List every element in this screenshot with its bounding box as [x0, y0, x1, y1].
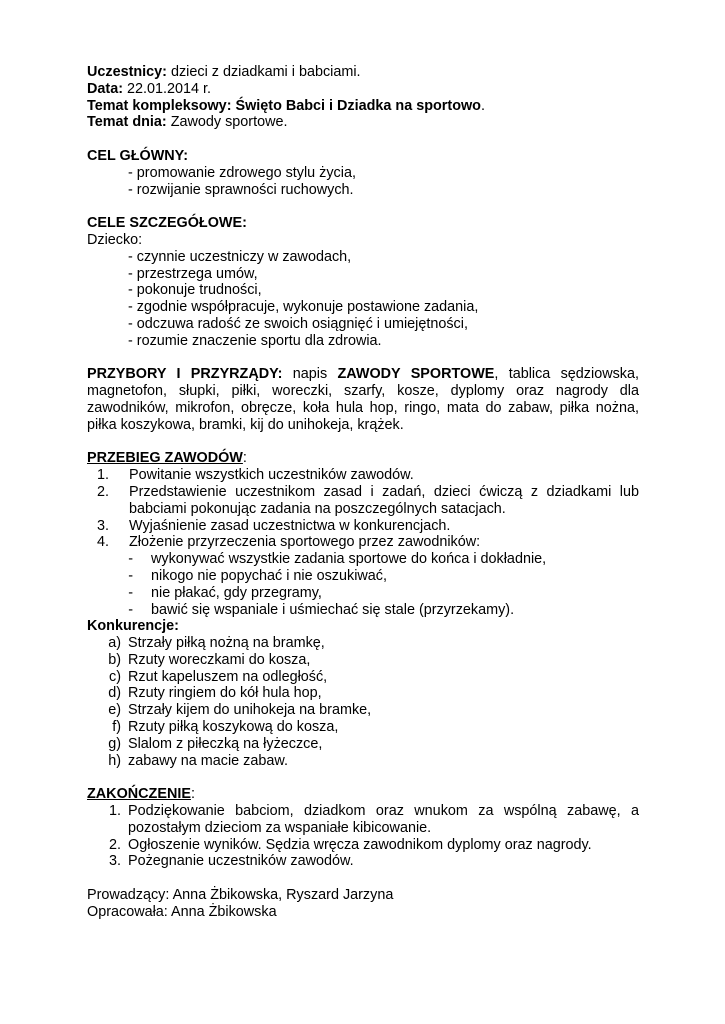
document-page [87, 64, 639, 921]
competition-text: Rzut kapeluszem na odległość, [128, 668, 328, 685]
ending-item-text: Pożegnanie uczestników zawodów. [128, 853, 354, 870]
pledge-item [87, 568, 639, 585]
equipment-text-b: , tablica sędziowska, magnetofon, słupki, piłki, woreczki, szarfy, kosze, dyplomy oraz nagrody dla zawodników, mikrofon, obręcze, koła hula hop, ringo, mata do zabaw, piłka nożna, piłka koszykowa, bramki, kij do unihokeja, krążek. [87, 366, 639, 433]
competition-item [87, 652, 639, 669]
course-heading-colon: : [242, 450, 247, 467]
specific-goals-heading: CELE SZCZEGÓŁOWE: [87, 215, 247, 232]
competition-letter: h) [108, 752, 121, 769]
equipment-paragraph [87, 366, 639, 433]
equipment-text-a: napis [282, 366, 338, 383]
competition-text: Rzuty ringiem do kół hula hop, [128, 685, 322, 702]
theme-label: Temat kompleksowy: [87, 97, 232, 114]
theme-value: Święto Babci i Dziadka na sportowo [231, 97, 481, 114]
pledge-item [87, 551, 639, 568]
pledge-item [87, 602, 639, 619]
competition-letter: b) [108, 651, 121, 668]
competition-text: Strzały piłką nożną na bramkę, [128, 635, 325, 652]
author-line: Opracowała: Anna Żbikowska [87, 903, 277, 920]
course-step-number: 4. [96, 534, 109, 551]
topic-line [87, 114, 639, 131]
course-step [87, 518, 639, 535]
ending-item [87, 837, 639, 854]
competition-text: zabawy na macie zabaw. [128, 752, 288, 769]
competition-letter: a) [108, 635, 121, 652]
date-label: Data: [87, 80, 123, 97]
course-step-text: Powitanie wszystkich uczestników zawodów. [129, 467, 414, 484]
competition-item [87, 669, 639, 686]
ending-item-text: Podziękowanie babciom, dziadkom oraz wnukom za wspólną zabawę, a pozostałym dzieciom za wspaniałe kibicowanie. [128, 803, 639, 836]
competition-letter: g) [108, 735, 121, 752]
course-heading-line [87, 450, 639, 467]
pledge-marker: - [128, 601, 133, 618]
competition-item [87, 685, 639, 702]
competition-letter: e) [108, 702, 121, 719]
course-step-number: 2. [96, 483, 109, 500]
leaders-line: Prowadzący: Anna Żbikowska, Ryszard Jarzyna [87, 887, 394, 904]
competition-text: Slalom z piłeczką na łyżeczce, [128, 735, 323, 752]
pledge-text: nie płakać, gdy przegramy, [151, 584, 322, 601]
competition-letter: d) [108, 685, 121, 702]
course-step [87, 534, 639, 551]
course-step [87, 484, 639, 518]
competition-item [87, 753, 639, 770]
ending-item [87, 803, 639, 837]
competitions-heading: Konkurencje: [87, 618, 179, 635]
ending-item-number: 1. [108, 803, 121, 820]
participants-label: Uczestnicy: [87, 64, 167, 80]
competition-text: Strzały kijem do unihokeja na bramke, [128, 702, 372, 719]
ending-heading-line [87, 786, 639, 803]
equipment-sign: ZAWODY SPORTOWE [337, 366, 495, 383]
competition-item [87, 736, 639, 753]
pledge-text: wykonywać wszystkie zadania sportowe do końca i dokładnie, [151, 551, 547, 568]
pledge-text: nikogo nie popychać i nie oszukiwać, [151, 567, 387, 584]
participants-line [87, 64, 639, 81]
course-heading: PRZEBIEG ZAWODÓW [87, 450, 243, 467]
date-value: 22.01.2014 r. [122, 80, 212, 97]
ending-heading: ZAKOŃCZENIE [87, 786, 191, 803]
theme-dot: . [480, 97, 485, 114]
competition-item [87, 635, 639, 652]
competition-item [87, 719, 639, 736]
main-goal-item: - rozwijanie sprawności ruchowych. [128, 181, 354, 198]
ending-item-number: 3. [108, 853, 121, 870]
ending-item-text: Ogłoszenie wyników. Sędzia wręcza zawodnikom dyplomy oraz nagrody. [128, 836, 592, 853]
ending-heading-colon: : [190, 786, 195, 803]
specific-goal-item: - przestrzega umów, [128, 265, 258, 282]
specific-goal-item: - odczuwa radość ze swoich osiągnięć i umiejętności, [128, 315, 468, 332]
pledge-marker: - [128, 584, 133, 601]
topic-value: Zawody sportowe. [166, 114, 288, 131]
pledge-text: bawić się wspaniale i uśmiechać się stale (przyrzekamy). [151, 601, 515, 618]
competition-letter: c) [109, 668, 121, 685]
course-step-text: Wyjaśnienie zasad uczestnictwa w konkurencjach. [129, 517, 451, 534]
specific-goals-intro: Dziecko: [87, 231, 143, 248]
specific-goal-item: - zgodnie współpracuje, wykonuje postawione zadania, [128, 299, 479, 316]
specific-goal-item: - czynnie uczestniczy w zawodach, [128, 248, 352, 265]
ending-item [87, 853, 639, 870]
ending-item-number: 2. [108, 836, 121, 853]
pledge-marker: - [128, 567, 133, 584]
course-step [87, 467, 639, 484]
specific-goal-item: - pokonuje trudności, [128, 282, 262, 299]
course-step-text: Przedstawienie uczestnikom zasad i zadań, dzieci ćwiczą z dziadkami lub babciami pokonując zadania na poszczególnych satacjach. [129, 483, 639, 517]
competition-letter: f) [112, 719, 121, 736]
competition-text: Rzuty woreczkami do kosza, [128, 651, 311, 668]
course-step-number: 3. [96, 517, 109, 534]
theme-line [87, 98, 639, 115]
course-step-number: 1. [96, 467, 109, 484]
participants-value: dzieci z dziadkami i babciami. [166, 64, 361, 80]
competition-item [87, 702, 639, 719]
pledge-item [87, 585, 639, 602]
topic-label: Temat dnia: [87, 114, 167, 131]
pledge-marker: - [128, 551, 133, 568]
main-goal-heading: CEL GŁÓWNY: [87, 147, 188, 164]
specific-goal-item: - rozumie znaczenie sportu dla zdrowia. [128, 332, 382, 349]
main-goal-item: - promowanie zdrowego stylu życia, [128, 164, 356, 181]
competition-text: Rzuty piłką koszykową do kosza, [128, 719, 339, 736]
course-step-text: Złożenie przyrzeczenia sportowego przez zawodników: [129, 534, 481, 551]
equipment-label: PRZYBORY I PRZYRZĄDY: [87, 366, 283, 383]
date-line [87, 81, 639, 98]
